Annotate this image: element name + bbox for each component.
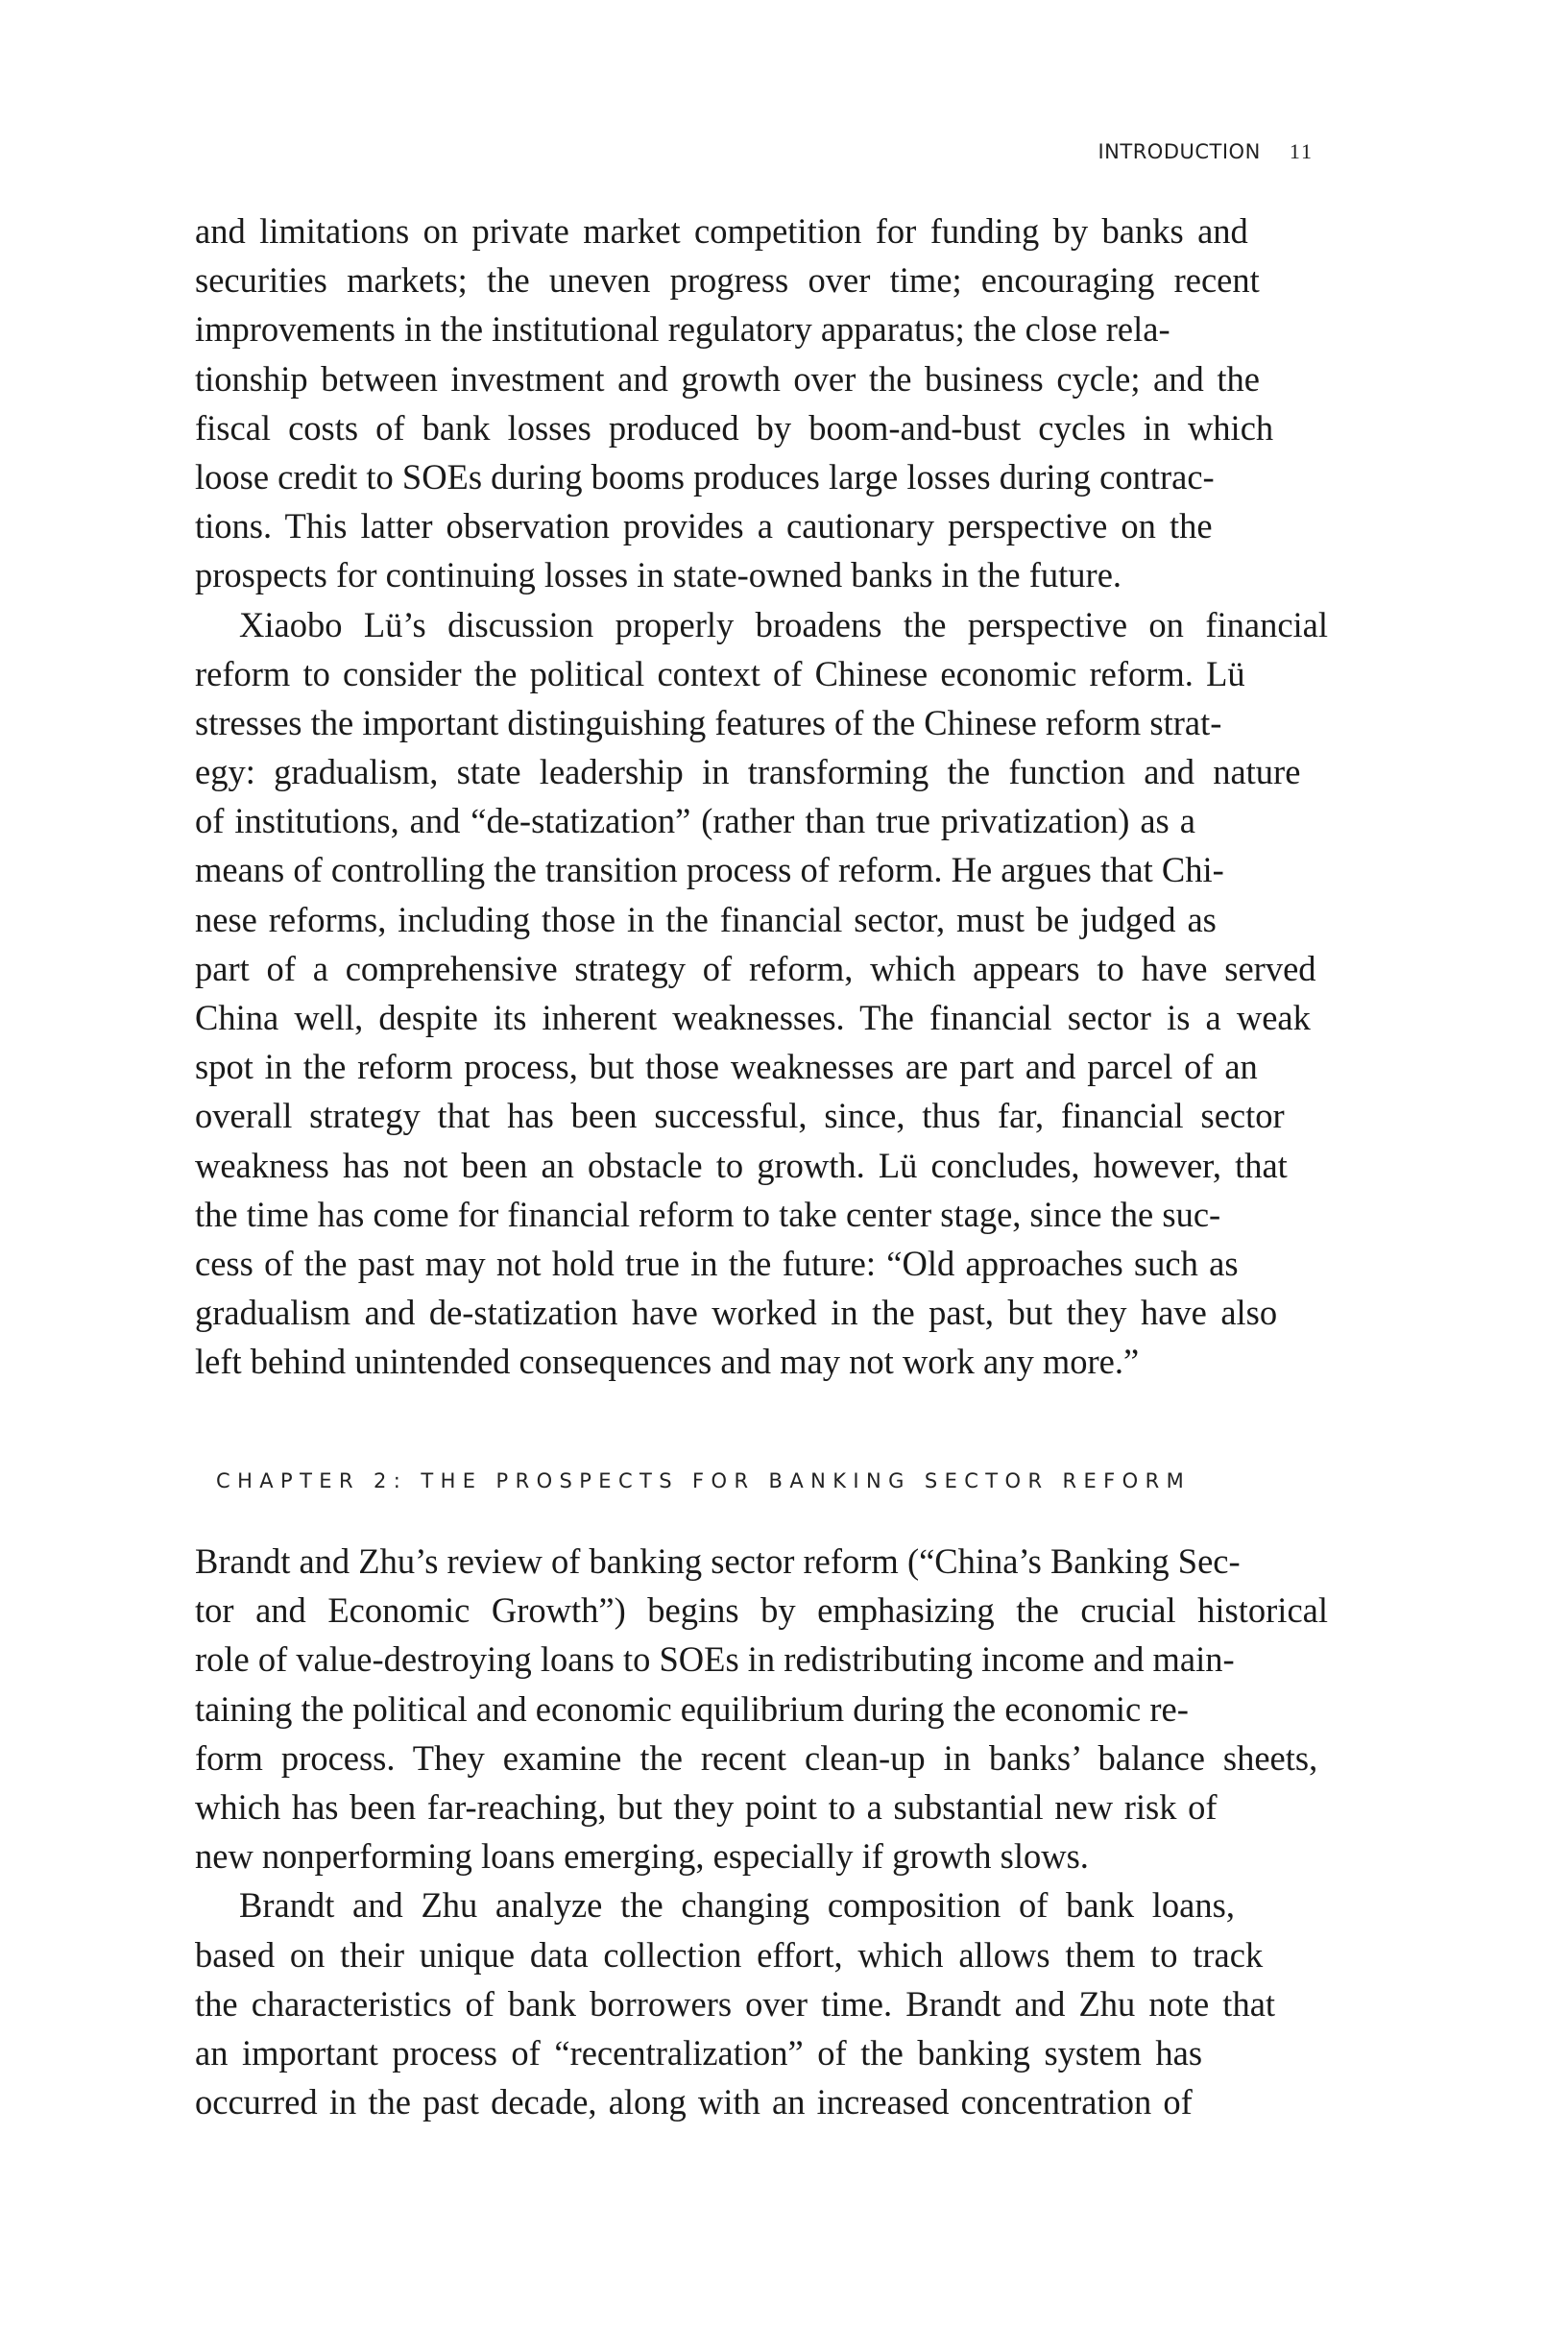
paragraph [195,206,1328,600]
text-line: weakness has not been an obstacle to growth. Lü concludes, however, that [195,1145,1288,1185]
text-line: role of value-destroying loans to SOEs in redistributing income and main- [195,1639,1235,1680]
text-line: improvements in the institutional regulatory apparatus; the close rela- [195,309,1170,350]
text-line: tor and Economic Growth”) begins by emphasizing the crucial historical [195,1590,1328,1631]
section-1-text [195,206,1328,1387]
text-line: nese reforms, including those in the financial sector, must be judged as [195,899,1217,939]
text-line: prospects for continuing losses in state-owned banks in the future. [195,555,1122,595]
text-line: stresses the important distinguishing features of the Chinese reform strat- [195,702,1222,742]
running-header [1098,139,1314,164]
text-line: based on their unique data collection effort, which allows them to track [195,1934,1264,1975]
text-line: taining the political and economic equilibrium during the economic re- [195,1688,1189,1729]
text-line: overall strategy that has been successful, since, thus far, financial sector [195,1096,1285,1136]
text-line: means of controlling the transition process of reform. He argues that Chi- [195,850,1224,890]
text-line: occurred in the past decade, along with an increased concentration of [195,2082,1193,2122]
text-line: the time has come for financial reform to take center stage, since the suc- [195,1194,1221,1234]
text-line: spot in the reform process, but those weaknesses are part and parcel of an [195,1047,1258,1087]
paragraph [195,600,1328,1387]
text-line: egy: gradualism, state leadership in transforming the function and nature [195,752,1301,792]
text-line: fiscal costs of bank losses produced by boom-and-bust cycles in which [195,407,1274,448]
text-line: Brandt and Zhu’s review of banking sector reform (“China’s Banking Sec- [195,1541,1241,1581]
text-line: of institutions, and “de-statization” (rather than true privatization) as a [195,801,1195,841]
page-number: 11 [1289,139,1314,163]
text-line: form process. They examine the recent clean-up in banks’ balance sheets, [195,1737,1318,1778]
chapter-heading: CHAPTER 2: THE PROSPECTS FOR BANKING SECTOR REFORM [216,1469,1192,1492]
text-line: Xiaobo Lü’s discussion properly broadens the perspective on financial [239,604,1328,644]
text-line: loose credit to SOEs during booms produces large losses during contrac- [195,456,1215,497]
text-line: Brandt and Zhu analyze the changing composition of bank loans, [239,1885,1235,1926]
text-line: an important process of “recentralization” of the banking system has [195,2032,1203,2073]
text-line: China well, despite its inherent weaknesses. The financial sector is a weak [195,998,1311,1037]
text-line: new nonperforming loans emerging, especially if growth slows. [195,1836,1089,1877]
paragraph [195,1880,1328,2126]
section-2-text [195,1537,1328,2126]
text-line: gradualism and de-statization have worked in the past, but they have also [195,1293,1278,1333]
text-line: left behind unintended consequences and may not work any more.” [195,1342,1140,1382]
running-title: INTRODUCTION [1098,140,1261,163]
text-line: tions. This latter observation provides a cautionary perspective on the [195,506,1213,546]
text-line: part of a comprehensive strategy of reform, which appears to have served [195,948,1316,988]
text-line: and limitations on private market competition for funding by banks and [195,211,1248,251]
text-line: securities markets; the uneven progress over time; encouraging recent [195,260,1260,301]
text-line: reform to consider the political context of Chinese economic reform. Lü [195,653,1245,693]
text-line: cess of the past may not hold true in the future: “Old approaches such as [195,1243,1239,1283]
text-line: the characteristics of bank borrowers over time. Brandt and Zhu note that [195,1983,1276,2024]
paragraph [195,1537,1328,1880]
text-line: which has been far-reaching, but they point to a substantial new risk of [195,1786,1218,1827]
text-line: tionship between investment and growth over the business cycle; and the [195,358,1260,399]
